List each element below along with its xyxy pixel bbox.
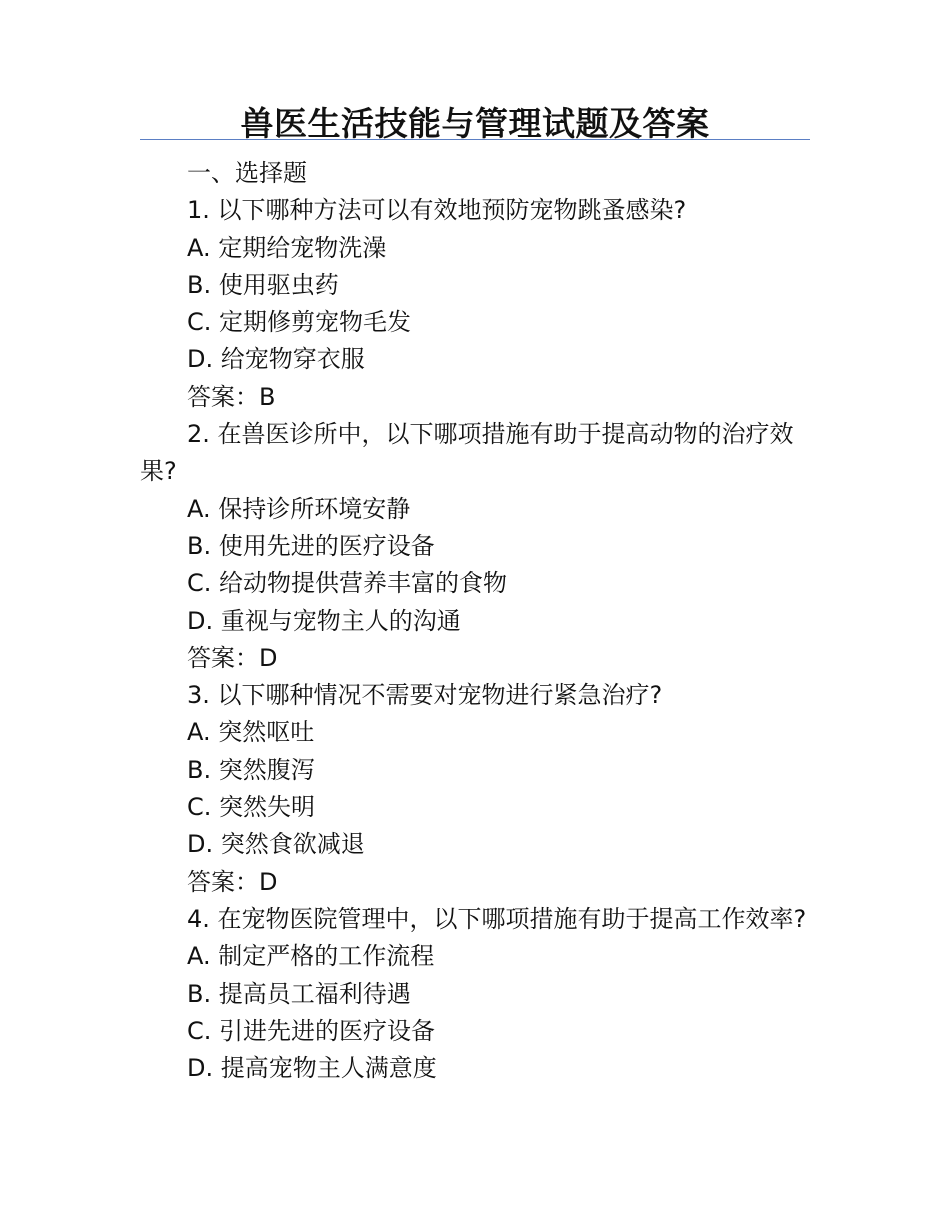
question-3	[140, 677, 810, 901]
option-d: D. 给宠物穿衣服	[187, 345, 365, 374]
section-heading: 一、选择题	[187, 159, 307, 187]
document-title: 兽医生活技能与管理试题及答案	[240, 104, 710, 143]
question-stem: 2. 在兽医诊所中，以下哪项措施有助于提高动物的治疗效果?	[140, 420, 794, 486]
answer: 答案：D	[187, 643, 278, 672]
question-4	[140, 901, 810, 1087]
option-c: C. 定期修剪宠物毛发	[187, 308, 412, 337]
option-d: D. 重视与宠物主人的沟通	[187, 606, 461, 635]
answer: 答案：D	[187, 867, 278, 896]
option-a: A. 制定严格的工作流程	[187, 942, 435, 971]
option-b: B. 提高员工福利待遇	[187, 979, 411, 1008]
question-stem: 1. 以下哪种方法可以有效地预防宠物跳蚤感染?	[187, 196, 687, 225]
option-d: D. 突然食欲减退	[187, 830, 365, 859]
option-b: B. 突然腹泻	[187, 755, 315, 784]
option-a: A. 保持诊所环境安静	[187, 494, 411, 523]
option-c: C. 突然失明	[187, 793, 316, 822]
document-body	[140, 155, 810, 1087]
option-d: D. 提高宠物主人满意度	[187, 1054, 437, 1083]
option-c: C. 引进先进的医疗设备	[187, 1016, 436, 1045]
question-1	[140, 192, 810, 416]
option-a: A. 定期给宠物洗澡	[187, 233, 387, 262]
option-b: B. 使用先进的医疗设备	[187, 531, 435, 560]
option-a: A. 突然呕吐	[187, 718, 315, 747]
question-stem: 3. 以下哪种情况不需要对宠物进行紧急治疗?	[187, 681, 663, 710]
question-2	[140, 416, 810, 677]
answer: 答案：B	[187, 382, 276, 411]
option-c: C. 给动物提供营养丰富的食物	[187, 569, 508, 598]
question-stem: 4. 在宠物医院管理中，以下哪项措施有助于提高工作效率?	[187, 904, 807, 933]
option-b: B. 使用驱虫药	[187, 270, 339, 299]
title-underline	[140, 139, 810, 140]
